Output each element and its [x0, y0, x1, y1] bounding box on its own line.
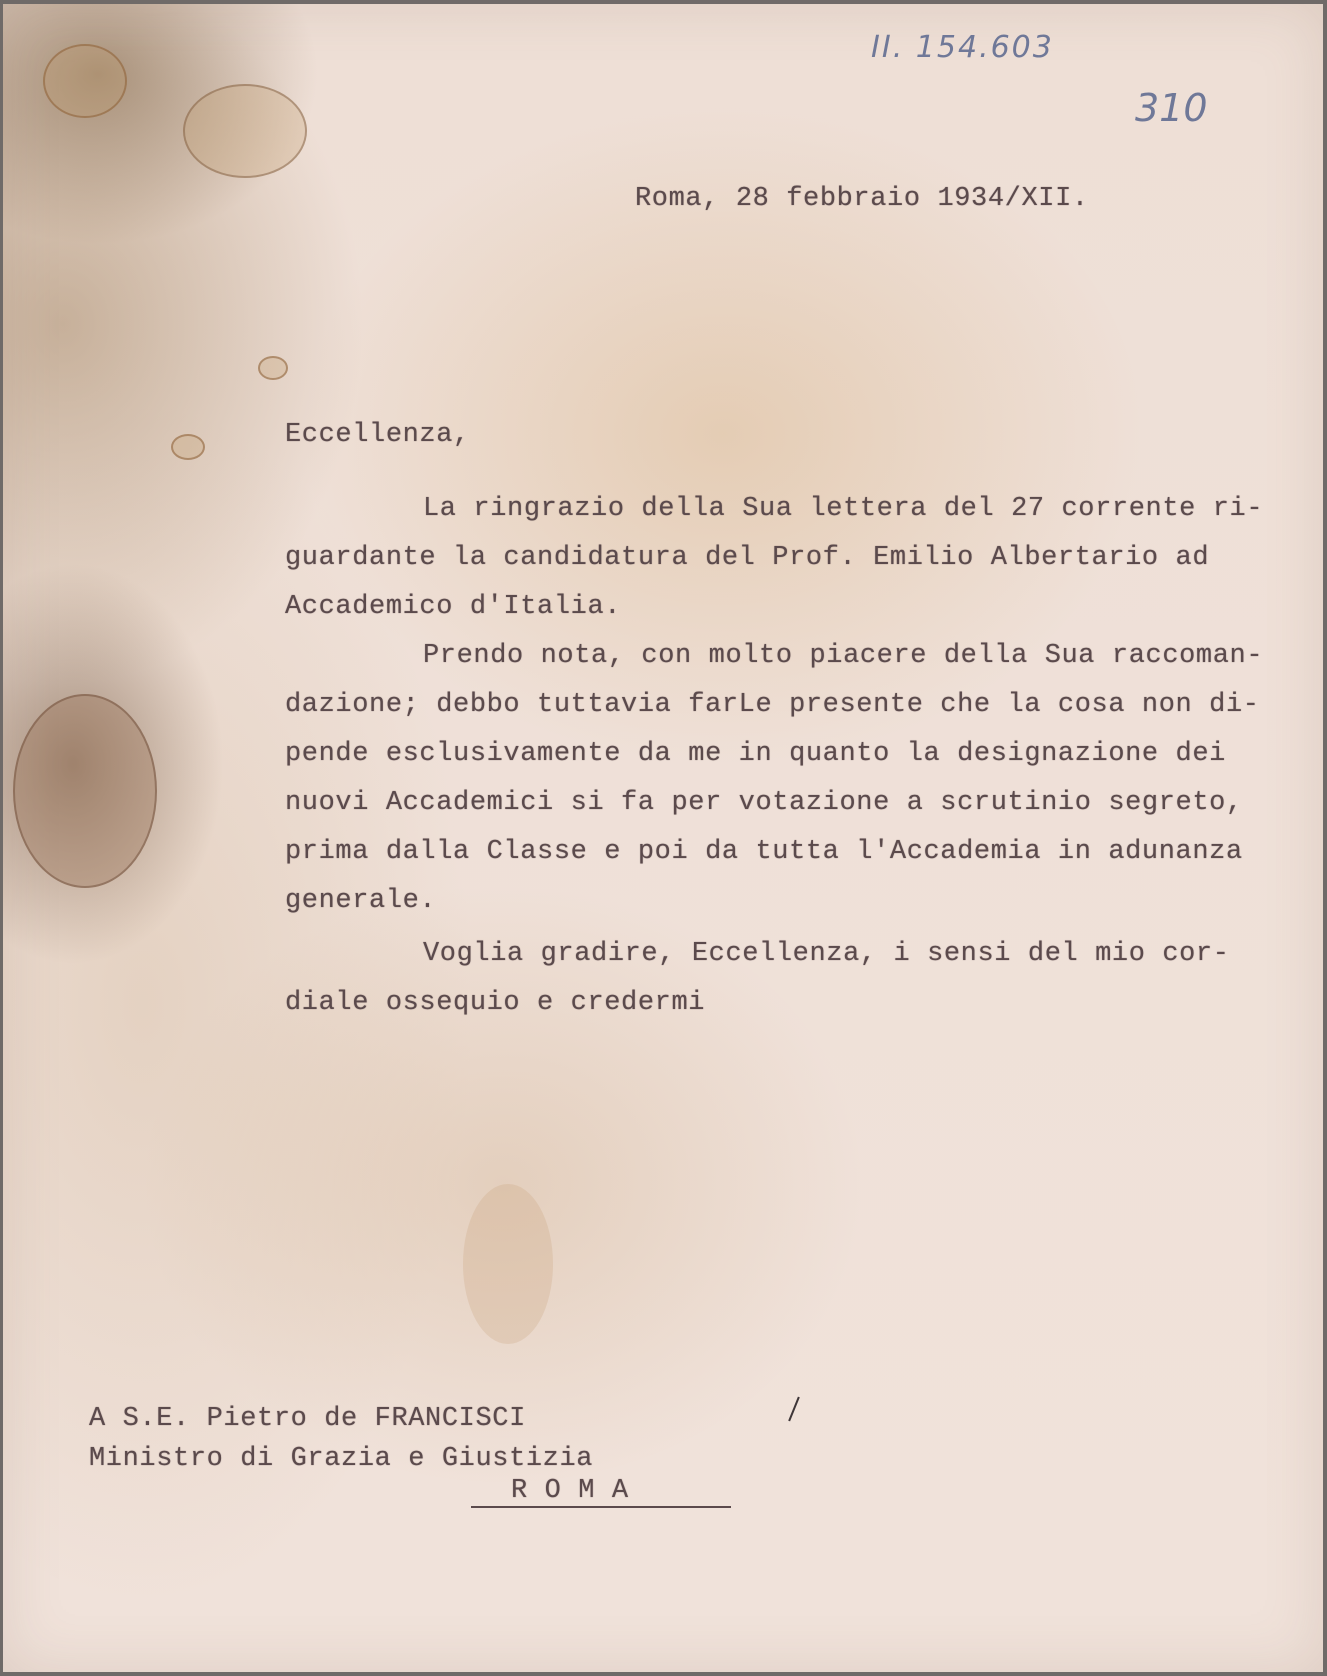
body-line: La ringrazio della Sua lettera del 27 corrente ri-: [423, 494, 1264, 524]
recipient-title: Ministro di Grazia e Giustizia: [89, 1444, 594, 1474]
body-line: Prendo nota, con molto piacere della Sua raccoman-: [423, 641, 1264, 671]
letter-dateline: Roma, 28 febbraio 1934/XII.: [635, 184, 1089, 214]
body-line: diale ossequio e credermi: [285, 988, 706, 1018]
body-line: pende esclusivamente da me in quanto la designazione dei: [285, 739, 1226, 769]
stain-mark: [258, 356, 288, 380]
stain-mark: [183, 84, 307, 178]
body-line: prima dalla Classe e poi da tutta l'Accademia in adunanza: [285, 837, 1243, 867]
stain-mark: [463, 1184, 553, 1344]
recipient-city: R O M A: [511, 1476, 629, 1506]
stain-mark: [43, 44, 127, 118]
body-line: generale.: [285, 886, 437, 916]
recipient-name: A S.E. Pietro de FRANCISCI: [89, 1404, 526, 1434]
body-line: dazione; debbo tuttavia farLe presente che la cosa non di-: [285, 690, 1260, 720]
stain-mark: [13, 694, 157, 888]
body-line: guardante la candidatura del Prof. Emilio Albertario ad: [285, 543, 1210, 573]
archive-inventory-number: II. 154.603: [871, 30, 1054, 65]
city-underline: [471, 1506, 731, 1508]
body-line: nuovi Accademici si fa per votazione a scrutinio segreto,: [285, 788, 1243, 818]
pen-tick-mark: [788, 1397, 800, 1422]
stain-mark: [171, 434, 205, 460]
letter-salutation: Eccellenza,: [285, 420, 470, 450]
body-line: Voglia gradire, Eccellenza, i sensi del mio cor-: [423, 939, 1230, 969]
body-line: Accademico d'Italia.: [285, 592, 622, 622]
archive-folio-number: 310: [1135, 86, 1208, 130]
letter-page: [3, 4, 1323, 1672]
